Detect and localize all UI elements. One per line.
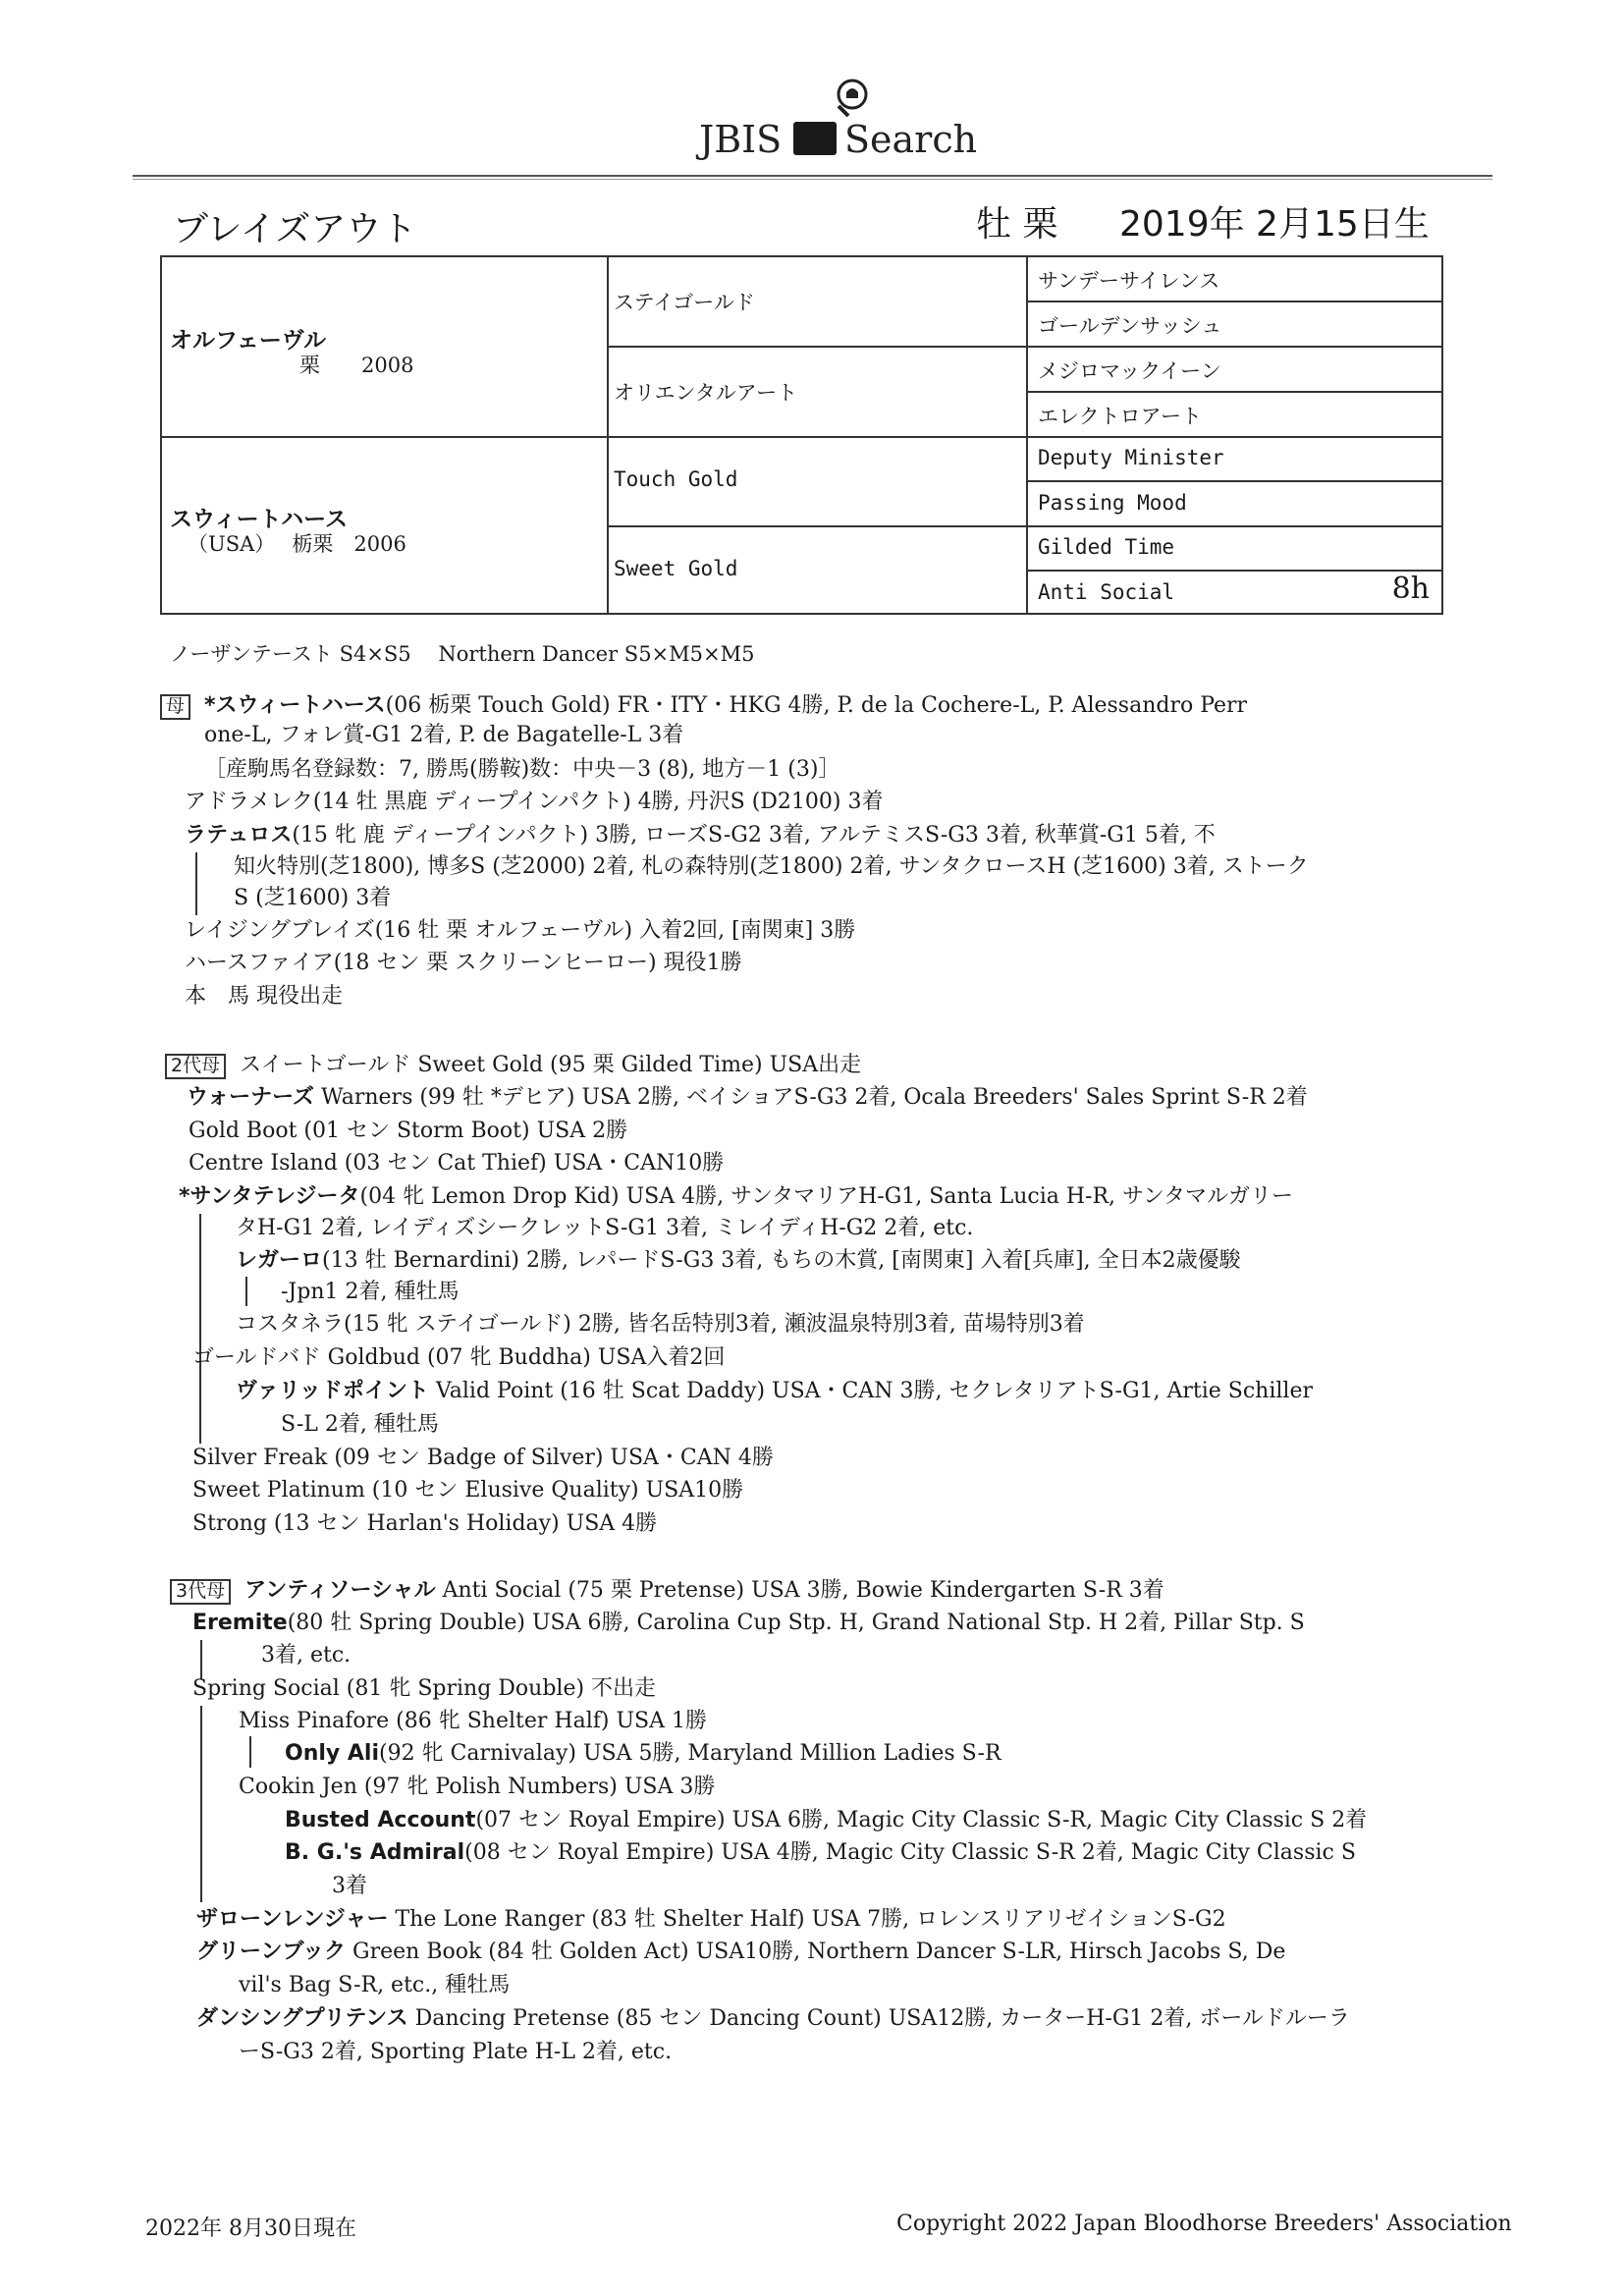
generation-count: 8h: [1391, 572, 1430, 606]
third-dam-line-14: ダンシングプリテンス Dancing Pretense (85 セン Dancing Count) USA12勝, カーターH-G1 2着, ボールドルーラ: [196, 2006, 1350, 2031]
ped-divider-half: [162, 436, 1441, 438]
third-dam-line-10: 3着: [332, 1874, 367, 1898]
third-dam-bracket-1: [200, 1640, 202, 1679]
third-dam-line-7: Cookin Jen (97 牝 Polish Numbers) USA 3勝: [239, 1775, 716, 1799]
ggp-2: ゴールデンサッシュ: [1038, 314, 1222, 338]
dam-bracket: [195, 852, 197, 915]
dam-line-6: 知火特別(芝1800), 博多S (芝2000) 2着, 札の森特別(芝1800) 2着, サンタクロースH (芝1600) 3着, ストーク: [234, 854, 1309, 879]
second-dam-line-14: Sweet Platinum (10 セン Elusive Quality) USA10勝: [192, 1478, 744, 1503]
magnifier-icon: [825, 77, 872, 124]
third-dam-line-9: B. G.'s Admiral(08 セン Royal Empire) USA 4勝, Magic City Classic S-R 2着, Magic City Classic S: [285, 1840, 1356, 1865]
second-dam-line-6: タH-G1 2着, レイディズシークレットS-G1 3着, ミレイディH-G2 2着, etc.: [236, 1216, 974, 1240]
second-dam-line-11: ヴァリッドポイント Valid Point (16 牡 Scat Daddy) USA・CAN 3勝, セクレタリアトS-G1, Artie Schiller: [236, 1379, 1313, 1403]
second-dam-line-8: -Jpn1 2着, 種牡馬: [281, 1280, 460, 1304]
second-dam-line-7: レガーロ(13 牡 Bernardini) 2勝, レパードS-G3 3着, もちの木賞, [南関東] 入着[兵庫], 全日本2歳優駿: [236, 1248, 1241, 1273]
ped-divider-e7: [1026, 570, 1441, 572]
second-dam-line-12: S-L 2着, 種牡馬: [281, 1412, 439, 1437]
ped-divider-q1: [607, 346, 1441, 348]
dam-line-8: レイジングブレイズ(16 牡 栗 オルフェーヴル) 入着2回, [南関東] 3勝: [185, 918, 856, 943]
second-dam-line-4: Centre Island (03 セン Cat Thief) USA・CAN10勝: [189, 1151, 725, 1175]
jbis-search-logo: [699, 77, 978, 161]
third-dam-line-13: vil's Bag S-R, etc., 種牡馬: [239, 1973, 511, 1997]
second-dam-bracket-inner-2: [199, 1408, 201, 1444]
third-dam-line-3: 3着, etc.: [261, 1643, 352, 1667]
second-dam-bracket-inner-1: [245, 1277, 247, 1306]
dam-line-5: ラテュロス(15 牝 鹿 ディープインパクト) 3勝, ローズS-G2 3着, アルテミスS-G3 3着, 秋華賞-G1 5着, 不: [185, 823, 1216, 847]
third-dam-line-11: ザローンレンジャー The Lone Ranger (83 牡 Shelter Half) USA 7勝, ロレンスリアリゼイションS-G2: [196, 1907, 1226, 1932]
dam-line-7: S (芝1600) 3着: [234, 886, 392, 910]
third-dam-line-4: Spring Social (81 牝 Spring Double) 不出走: [192, 1676, 657, 1701]
logo-text-search: Search: [844, 118, 978, 161]
ggp-3: メジロマックイーン: [1038, 359, 1221, 383]
ped-divider-e3: [1026, 391, 1441, 393]
dam-name: スウィートハース: [170, 507, 349, 532]
ggp-8: Anti Social: [1038, 580, 1175, 604]
horse-sex-color: 牡 栗: [976, 204, 1058, 245]
dam-dam: Sweet Gold: [614, 557, 738, 580]
third-dam-line-12: グリーンブック Green Book (84 牡 Golden Act) USA10勝, Northern Dancer S-LR, Hirsch Jacobs S, De: [196, 1940, 1286, 1964]
logo-text-jbis: JBIS: [699, 118, 783, 161]
ped-divider-e1: [1026, 301, 1441, 302]
second-dam-line-5: *サンタテレジータ(04 牝 Lemon Drop Kid) USA 4勝, サンタマリアH-G1, Santa Lucia H-R, サンタマルガリー: [179, 1184, 1294, 1209]
dam-line-10: 本 馬 現役出走: [185, 984, 343, 1009]
ggp-7: Gilded Time: [1038, 535, 1175, 559]
header-rule: [133, 175, 1492, 177]
second-dam-bracket-outer: [199, 1214, 201, 1410]
section-tag-dam: 母: [160, 694, 190, 720]
ggp-5: Deputy Minister: [1038, 446, 1224, 469]
second-dam-line-9: コスタネラ(15 牝 ステイゴールド) 2勝, 皆名岳特別3着, 瀬波温泉特別3着, 苗場特別3着: [236, 1312, 1085, 1337]
pedigree-table: [160, 255, 1443, 615]
sire-info: 栗 2008: [299, 354, 414, 377]
sire-sire: ステイゴールド: [614, 291, 755, 314]
ggp-6: Passing Mood: [1038, 491, 1187, 515]
second-dam-line-10: ゴールドバド Goldbud (07 牝 Buddha) USA入着2回: [192, 1345, 726, 1370]
footer-date: 2022年 8月30日現在: [145, 2216, 356, 2241]
dam-line-3: ［産駒馬名登録数：7, 勝馬(勝鞍)数：中央－3 (8), 地方－1 (3)］: [204, 757, 840, 782]
third-dam-line-5: Miss Pinafore (86 牝 Shelter Half) USA 1勝: [239, 1709, 707, 1733]
ped-divider-e5: [1026, 480, 1441, 482]
ggp-1: サンデーサイレンス: [1038, 269, 1220, 293]
second-dam-line-2: ウォーナーズ Warners (99 牡 *デヒア) USA 2勝, ベイショアS-G3 2着, Ocala Breeders' Sales Sprint S-R 2着: [187, 1085, 1308, 1110]
dam-line-1: 母 *スウィートハース(06 栃栗 Touch Gold) FR・ITY・HKG 4勝, P. de la Cochere-L, P. Alessandro Perr: [160, 694, 1247, 720]
horse-birth-date: 2019年 2月15日生: [1119, 204, 1430, 245]
inbreeding-line: ノーザンテースト S4×S5 Northern Dancer S5×M5×M5: [170, 642, 755, 666]
third-dam-line-2: Eremite(80 牡 Spring Double) USA 6勝, Carolina Cup Stp. H, Grand National Stp. H 2着, Pillar Stp. S: [192, 1611, 1305, 1635]
sire-dam: オリエンタルアート: [614, 381, 798, 405]
section-tag-second-dam: 2代母: [165, 1054, 226, 1079]
sire-name: オルフェーヴル: [170, 328, 327, 354]
second-dam-line-13: Silver Freak (09 セン Badge of Silver) USA・CAN 4勝: [192, 1446, 774, 1470]
ped-divider-v1: [607, 257, 609, 613]
dam-sire: Touch Gold: [614, 467, 738, 491]
dam-line-2: one-L, フォレ賞-G1 2着, P. de Bagatelle-L 3着: [204, 723, 684, 747]
third-dam-line-1: 3代母 アンティソーシャル Anti Social (75 栗 Pretense) USA 3勝, Bowie Kindergarten S-R 3着: [170, 1579, 1164, 1605]
logo-box-icon: [793, 122, 837, 155]
section-tag-third-dam: 3代母: [170, 1579, 231, 1605]
dam-line-4: アドラメレク(14 牡 黒鹿 ディープインパクト) 4勝, 丹沢S (D2100) 3着: [185, 790, 884, 814]
third-dam-bracket-2: [200, 1706, 202, 1902]
second-dam-line-1: 2代母 スイートゴールド Sweet Gold (95 栗 Gilded Time) USA出走: [165, 1054, 861, 1079]
ped-divider-v2: [1026, 257, 1028, 613]
ggp-4: エレクトロアート: [1038, 405, 1202, 428]
third-dam-line-6: Only Ali(92 牝 Carnivalay) USA 5勝, Maryland Million Ladies S-R: [285, 1741, 1001, 1766]
dam-info: （USA） 栃栗 2006: [188, 532, 406, 556]
footer-copyright: Copyright 2022 Japan Bloodhorse Breeders' Association: [896, 2212, 1512, 2236]
third-dam-bracket-3: [249, 1736, 251, 1768]
ped-divider-q3: [607, 525, 1441, 527]
third-dam-line-15: ーS-G3 2着, Sporting Plate H-L 2着, etc.: [239, 2040, 673, 2064]
second-dam-line-15: Strong (13 セン Harlan's Holiday) USA 4勝: [192, 1511, 658, 1536]
second-dam-line-3: Gold Boot (01 セン Storm Boot) USA 2勝: [189, 1119, 628, 1143]
dam-line-9: ハースファイア(18 セン 栗 スクリーンヒーロー) 現役1勝: [185, 951, 742, 975]
horse-name: ブレイズアウト: [173, 209, 417, 249]
header-rule-thin: [133, 179, 1492, 180]
third-dam-line-8: Busted Account(07 セン Royal Empire) USA 6勝, Magic City Classic S-R, Magic City Classic S 2着: [285, 1808, 1368, 1832]
